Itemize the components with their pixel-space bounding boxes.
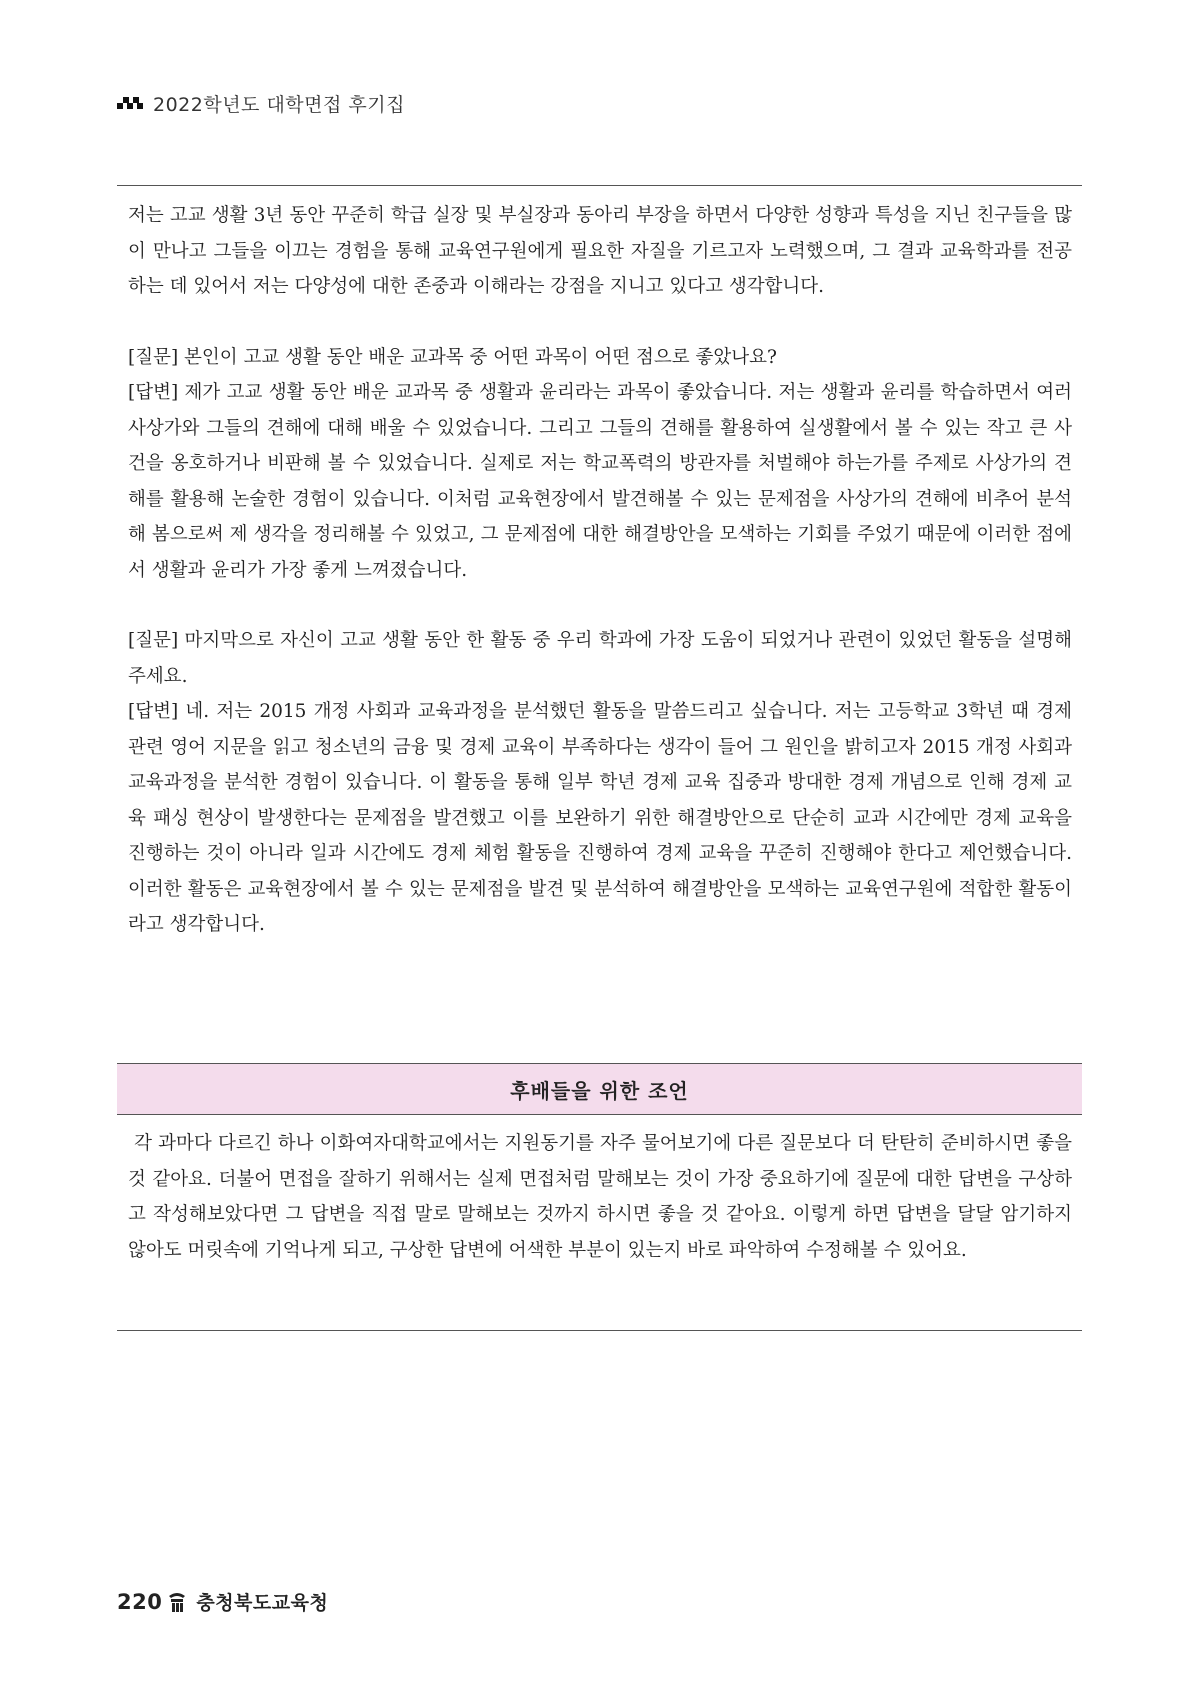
education-office-emblem-icon [166,1590,188,1614]
advice-section-title [117,1063,1082,1115]
checker-mark-icon [117,95,143,111]
advice-paragraph: 각 과마다 다르긴 하나 이화여자대학교에서는 지원동기를 자주 물어보기에 다른 질문보다 더 탄탄히 준비하시면 좋을 것 같아요. 더불어 면접을 잘하기 위해서는 실제 면접처럼 말해보는 것이 가장 중요하기에 질문에 대한 답변을 구상하고 작성해보았다면 그 답변을 직접 말로 말해보는 것까지 하시면 좋을 것 같아요. 이렇게 하면 답변을 달달 암기하지 않아도 머릿속에 기억나게 되고, 구상한 답변에 어색한 부분이 있는지 바로 파악하여 수정해볼 수 있어요. [128,1133,1078,1261]
question-2: [질문] 마지막으로 자신이 고교 생활 동안 한 활동 중 우리 학과에 가장 도움이 되었거나 관련이 있었던 활동을 설명해주세요. [128,630,1072,687]
answer-2: [답변] 네. 저는 2015 개정 사회과 교육과정을 분석했던 활동을 말씀드리고 싶습니다. 저는 고등학교 3학년 때 경제 관련 영어 지문을 읽고 청소년의 금융 및 경제 교육이 부족하다는 생각이 들어 그 원인을 밝히고자 2015 개정 사회과 교육과정을 분석한 경험이 있습니다. 이 활동을 통해 일부 학년 경제 교육 집중과 방대한 경제 개념으로 인해 경제 교육 패싱 현상이 발생한다는 문제점을 발견했고 이를 보완하기 위한 해결방안으로 단순히 교과 시간에만 경제 교육을 진행하는 것이 아니라 일과 시간에도 경제 체험 활동을 진행하여 경제 교육을 꾸준히 진행해야 한다고 제언했습니다. 이러한 활동은 교육현장에서 볼 수 있는 문제점을 발견 및 분석하여 해결방안을 모색하는 교육연구원에 적합한 활동이라고 생각합니다. [128,701,1072,935]
page-footer [117,1588,328,1615]
bottom-divider [117,1330,1082,1331]
page-number: 220 [117,1589,163,1614]
running-header [117,88,405,118]
main-content [128,198,1072,943]
answer-1: [답변] 제가 고교 생활 동안 배운 교과목 중 생활과 윤리라는 과목이 좋았습니다. 저는 생활과 윤리를 학습하면서 여러 사상가와 그들의 견해에 대해 배울 수 있었습니다. 그리고 그들의 견해를 활용하여 실생활에서 볼 수 있는 작고 큰 사건을 옹호하거나 비판해 볼 수 있었습니다. 실제로 저는 학교폭력의 방관자를 처벌해야 하는가를 주제로 사상가의 견해를 활용해 논술한 경험이 있습니다. 이처럼 교육현장에서 발견해볼 수 있는 문제점을 사상가의 견해에 비추어 분석해 봄으로써 제 생각을 정리해볼 수 있었고, 그 문제점에 대한 해결방안을 모색하는 기회를 주었기 때문에 이러한 점에서 생활과 윤리가 가장 좋게 느껴졌습니다. [128,382,1072,581]
advice-title: 후배들을 위한 조언 [510,1078,689,1103]
advice-content [128,1126,1078,1268]
intro-paragraph: 저는 고교 생활 3년 동안 꾸준히 학급 실장 및 부실장과 동아리 부장을 하면서 다양한 성향과 특성을 지닌 친구들을 많이 만나고 그들을 이끄는 경험을 통해 교육연구원에게 필요한 자질을 기르고자 노력했으며, 그 결과 교육학과를 전공하는 데 있어서 저는 다양성에 대한 존중과 이해라는 강점을 지니고 있다고 생각합니다. [128,205,1072,297]
top-divider [117,185,1082,186]
question-1: [질문] 본인이 고교 생활 동안 배운 교과목 중 어떤 과목이 어떤 점으로 좋았나요? [128,346,777,368]
header-title: 2022학년도 대학면접 후기집 [153,93,405,116]
organization-name: 충청북도교육청 [196,1592,329,1614]
